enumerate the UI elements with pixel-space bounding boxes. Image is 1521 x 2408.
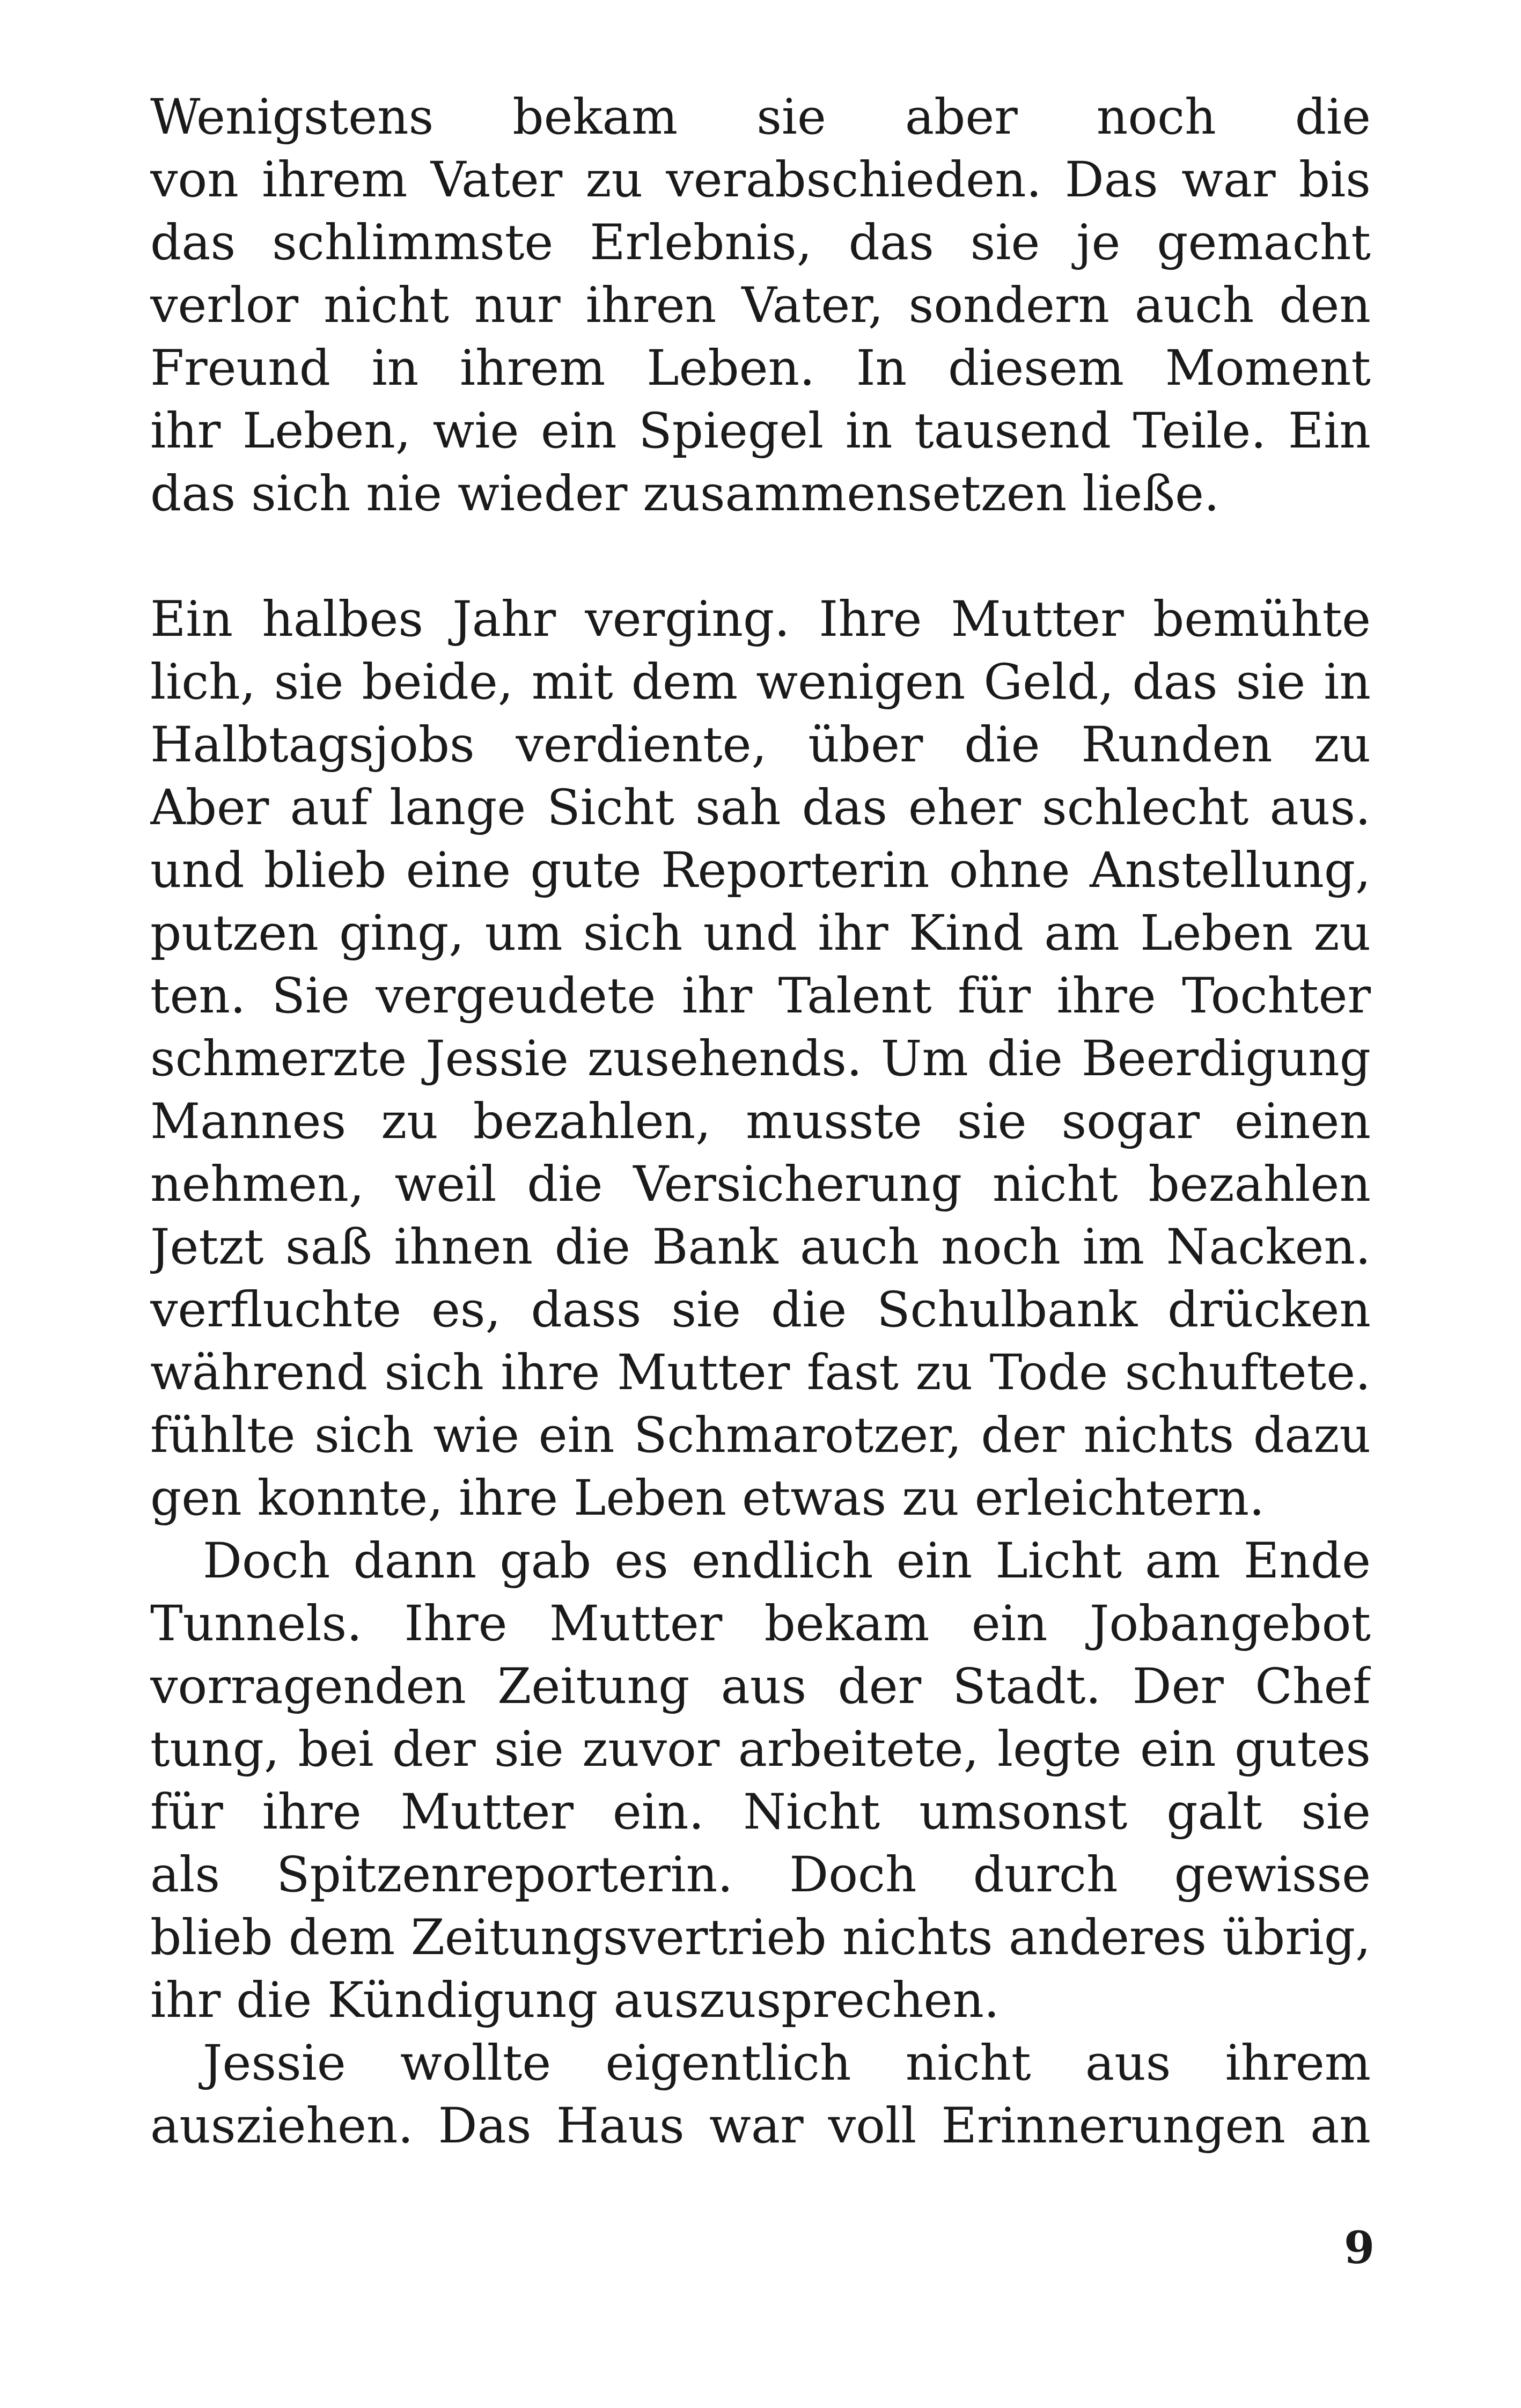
text-line: Doch dann gab es endlich ein Licht am Ende [203, 1533, 1371, 1589]
text-line: Halbtagsjobs verdiente, über die Runden zu [150, 717, 1371, 773]
text-line: verlor nicht nur ihren Vater, sondern auch den [150, 277, 1371, 334]
text-line: Wenigstens bekam sie aber noch die [150, 89, 1371, 145]
text-line: für ihre Mutter ein. Nicht umsonst galt sie [150, 1784, 1371, 1840]
text-line: Tunnels. Ihre Mutter bekam ein Jobangebot [150, 1596, 1371, 1652]
text-line: ausziehen. Das Haus war voll Erinnerungen an [150, 2098, 1371, 2154]
page-number: 9 [1343, 2222, 1375, 2274]
text-line: verfluchte es, dass sie die Schulbank drücken [150, 1282, 1371, 1338]
paragraph-2 [150, 588, 1371, 1530]
text-line: putzen ging, um sich und ihr Kind am Leben zu [150, 905, 1371, 961]
text-line: schmerzte Jessie zusehends. Um die Beerdigung [150, 1031, 1371, 1087]
text-line: Ein halbes Jahr verging. Ihre Mutter bemühte [150, 591, 1371, 648]
text-line: vorragenden Zeitung aus der Stadt. Der Chef [150, 1658, 1371, 1715]
text-line: während sich ihre Mutter fast zu Tode schuftete. [150, 1345, 1371, 1401]
paragraph-1 [150, 86, 1371, 525]
paragraph-4 [150, 2032, 1371, 2157]
text-line: Jessie wollte eigentlich nicht aus ihrem [203, 2035, 1371, 2091]
text-line: das schlimmste Erlebnis, das sie je gemacht [150, 215, 1371, 271]
text-line: nehmen, weil die Versicherung nicht bezahlen [150, 1156, 1371, 1213]
text-line: lich, sie beide, mit dem wenigen Geld, das sie in [150, 654, 1371, 710]
text-line: als Spitzenreporterin. Doch durch gewisse [150, 1847, 1371, 1903]
paragraph-gap [150, 525, 1371, 588]
text-line: gen konnte, ihre Leben etwas zu erleichtern. [150, 1470, 1265, 1526]
text-line: und blieb eine gute Reporterin ohne Anstellung, [150, 842, 1371, 899]
paragraph-3 [150, 1530, 1371, 2032]
text-line: ihr Leben, wie ein Spiegel in tausend Teile. Ein [150, 403, 1371, 459]
text-line: Jetzt saß ihnen die Bank auch noch im Nacken. [150, 1219, 1371, 1275]
text-line: Freund in ihrem Leben. In diesem Moment [150, 340, 1371, 397]
text-line: von ihrem Vater zu verabschieden. Das war bis [150, 152, 1371, 208]
text-line: das sich nie wieder zusammensetzen ließe. [150, 466, 1219, 522]
body-text [150, 86, 1371, 2157]
text-line: Mannes zu bezahlen, musste sie sogar einen [150, 1093, 1371, 1150]
text-line: blieb dem Zeitungsvertrieb nichts anderes übrig, [150, 1910, 1371, 1966]
text-line: tung, bei der sie zuvor arbeitete, legte ein gutes [150, 1721, 1371, 1778]
text-line: ten. Sie vergeudete ihr Talent für ihre Tochter [150, 968, 1371, 1024]
text-line: Aber auf lange Sicht sah das eher schlecht aus. [150, 780, 1371, 836]
text-line: fühlte sich wie ein Schmarotzer, der nichts dazu [150, 1407, 1371, 1464]
text-line: ihr die Kündigung auszusprechen. [150, 1972, 1000, 2029]
